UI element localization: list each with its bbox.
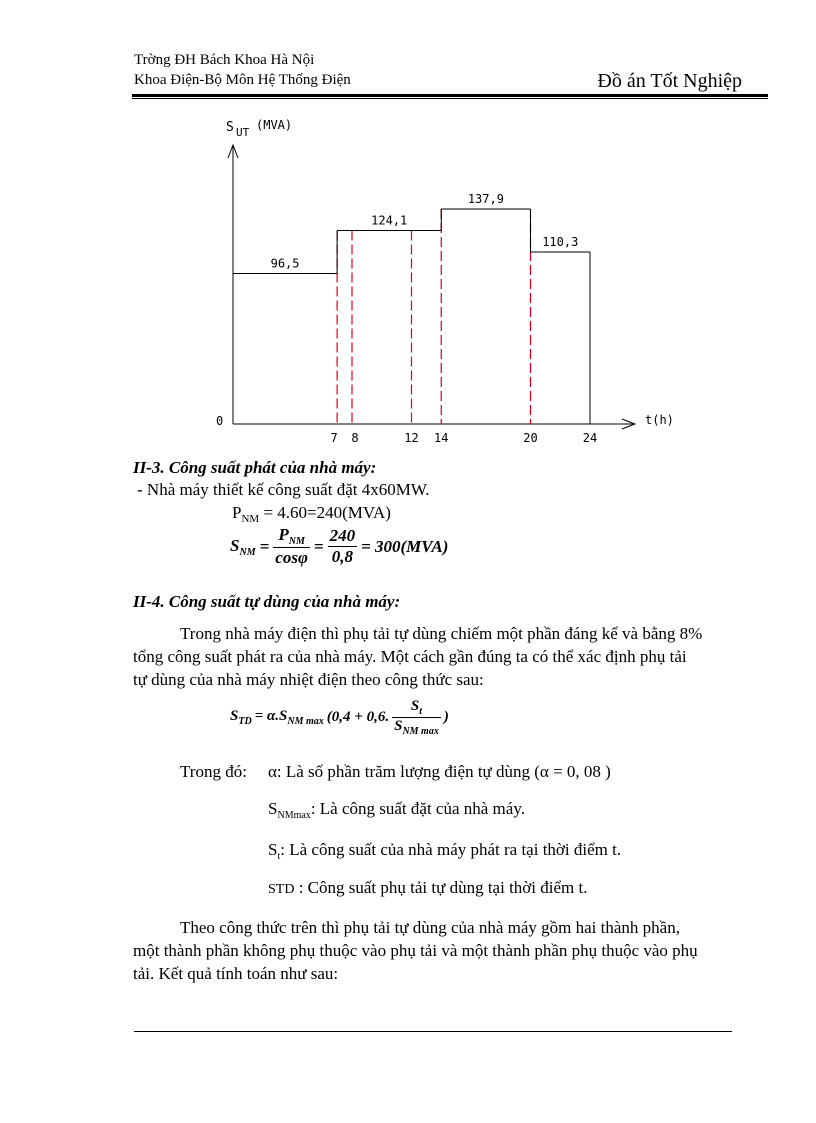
def-st xyxy=(268,840,621,862)
def-snmmax xyxy=(268,799,525,821)
snm-subscript: NM xyxy=(239,546,256,558)
segment-label-2: 137,9 xyxy=(467,192,504,206)
segment-label-1: 124,1 xyxy=(371,213,408,228)
x-tick-20: 20 xyxy=(523,431,538,445)
segment-label-0: 96,5 xyxy=(270,256,300,271)
std-subscript: TD xyxy=(238,716,252,727)
st-num-sub: t xyxy=(419,706,423,717)
header-department: Khoa Điện-Bộ Môn Hệ Thống Điện xyxy=(134,72,351,88)
def-snmmax-sub: NMmax xyxy=(277,810,311,821)
section-3-title: II-3. Công suất phát của nhà máy: xyxy=(133,458,377,477)
header-school: Trờng ĐH Bách Khoa Hà Nội xyxy=(134,52,315,68)
para2-line1: Theo công thức trên thì phụ tải tự dùng của nhà máy gồm hai thành phần, xyxy=(180,918,680,937)
std-formula xyxy=(230,698,449,737)
p-subscript: NM xyxy=(241,513,260,525)
num-240: 240 xyxy=(329,526,356,545)
def-std xyxy=(268,878,587,898)
snm-symbol: S xyxy=(230,535,240,555)
def-std-text: : Công suất phụ tải tự dùng tại thời điểm t. xyxy=(294,878,588,897)
fraction-st-snm xyxy=(392,698,441,737)
origin-label: 0 xyxy=(216,414,224,428)
where-label: Trong đó: xyxy=(180,762,247,781)
snm-formula xyxy=(230,525,448,568)
x-axis-label: t(h) xyxy=(645,413,674,427)
snm-den-sub: NM max xyxy=(402,726,439,737)
p-nm-line xyxy=(232,503,391,525)
x-tick-24: 24 xyxy=(582,431,598,445)
cos-phi: cosφ xyxy=(275,548,308,567)
para2-line3: tải. Kết quả tính toán như sau: xyxy=(133,964,339,983)
para1-line2: tổng công suất phát ra của nhà máy. Một cách gần đúng ta có thể xác định phụ tải xyxy=(133,647,687,666)
eq-sign-2: = xyxy=(313,536,324,556)
para2-line2: một thành phần không phụ thuộc vào phụ tải và một thành phần phụ thuộc vào phụ xyxy=(133,941,698,960)
def-st-sub: t xyxy=(277,851,281,862)
def-snmmax-symbol: S xyxy=(268,799,278,818)
y-axis-label: S xyxy=(226,120,234,135)
def-snmmax-text: : Là công suất đặt của nhà máy. xyxy=(310,799,525,818)
def-st-symbol: S xyxy=(268,840,278,859)
x-tick-8: 8 xyxy=(351,431,359,445)
para1-line1: Trong nhà máy điện thì phụ tải tự dùng chiếm một phần đáng kể và bằng 8% xyxy=(180,624,703,643)
y-axis-label-sub: UT xyxy=(236,126,250,139)
eq-sign: = xyxy=(259,536,270,556)
pnm-num: P xyxy=(278,525,289,544)
p-symbol: P xyxy=(232,503,242,522)
load-chart xyxy=(0,0,816,460)
snm-den: S xyxy=(394,718,403,734)
alpha-snm: = α.S xyxy=(254,708,288,724)
snm-result: = 300(MVA) xyxy=(361,536,449,556)
section-4-title: II-4. Công suất tự dùng của nhà máy: xyxy=(133,592,401,611)
alpha-snm-sub: NM max xyxy=(287,716,324,727)
fraction-240 xyxy=(328,526,358,567)
footer-rule xyxy=(134,1031,732,1032)
x-tick-12: 12 xyxy=(404,431,419,445)
section-3-line: - Nhà máy thiết kế công suất đặt 4x60MW. xyxy=(137,480,430,499)
y-axis-unit: (MVA) xyxy=(256,118,293,132)
def-std-symbol: STD xyxy=(268,882,295,897)
p-value: = 4.60=240(MVA) xyxy=(259,503,391,522)
para1-line3: tự dùng của nhà máy nhiệt điện theo công thức sau: xyxy=(133,670,484,689)
def-alpha: α: Là số phần trăm lượng điện tự dùng (α = 0, 08 ) xyxy=(268,762,611,781)
header-title: Đồ án Tốt Nghiệp xyxy=(597,70,742,92)
pnm-num-sub: NM xyxy=(288,536,305,547)
paren-close: ) xyxy=(443,709,449,725)
segment-label-3: 110,3 xyxy=(542,235,579,250)
std-symbol: S xyxy=(230,708,239,724)
st-num: S xyxy=(410,698,420,714)
den-08: 0,8 xyxy=(331,547,353,566)
paren-open: (0,4 + 0,6. xyxy=(326,709,390,725)
x-tick-14: 14 xyxy=(434,431,449,445)
x-tick-7: 7 xyxy=(330,431,338,445)
def-st-text: : Là công suất của nhà máy phát ra tại thời điểm t. xyxy=(280,840,622,859)
fraction-p-cos xyxy=(273,525,310,568)
